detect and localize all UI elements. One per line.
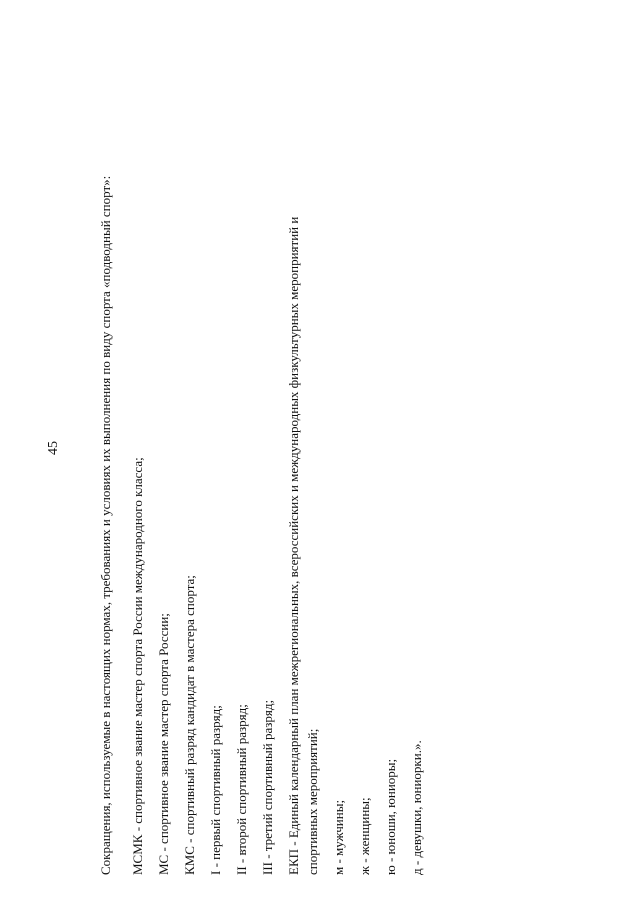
abbreviation-ekp-line2: спортивных мероприятий;: [305, 728, 320, 875]
abbreviation-kmc: КМС - спортивный разряд кандидат в мастера спорта;: [182, 575, 197, 875]
intro-text: Сокращения, используемые в настоящих нормах, требованиях и условиях их выполнения по виду спорта «подводный спорт»:: [98, 175, 113, 875]
abbreviation-men: м - мужчины;: [331, 799, 346, 875]
abbreviation-juniors-female: д - девушки, юниорки.».: [409, 740, 424, 875]
page-number: 45: [46, 441, 61, 455]
abbreviation-juniors-male: ю - юноши, юниоры;: [383, 758, 398, 875]
abbreviation-second-rank: II - второй спортивный разряд;: [234, 704, 249, 875]
abbreviation-first-rank: I - первый спортивный разряд;: [208, 705, 223, 875]
abbreviation-third-rank: III - третий спортивный разряд;: [260, 699, 275, 875]
abbreviation-mcmk: МСМК - спортивное звание мастер спорта России международного класса;: [130, 457, 145, 875]
abbreviation-ekp-line1: ЕКП - Единый календарный план межрегиональных, всероссийских и международных физкультурных мероприятий и: [286, 216, 301, 875]
abbreviation-mc: МС - спортивное звание мастер спорта России;: [156, 613, 171, 875]
abbreviation-women: ж - женщины;: [357, 797, 372, 875]
